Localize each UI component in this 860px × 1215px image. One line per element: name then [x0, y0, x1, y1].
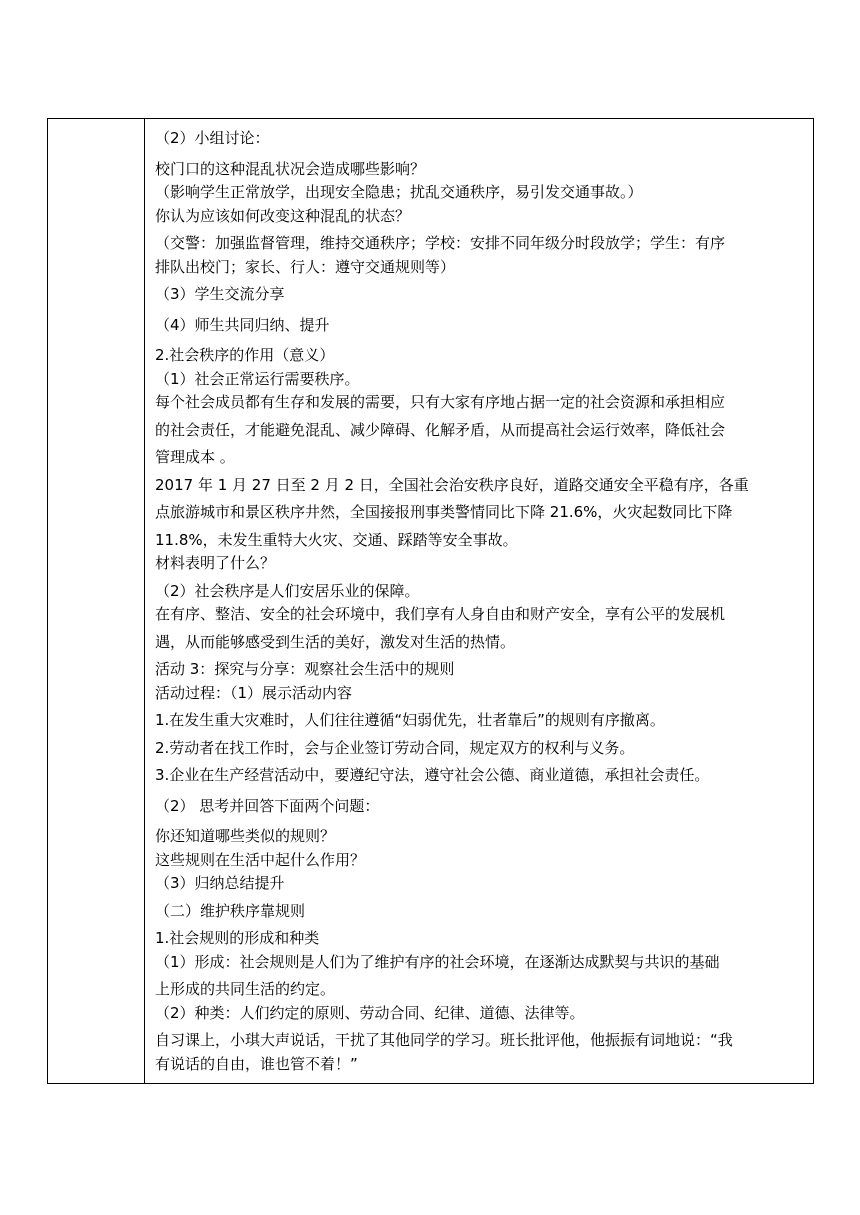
table-left-column	[48, 119, 145, 1083]
text-line: 遇，从而能够感受到生活的美好，激发对生活的热情。	[155, 632, 516, 651]
text-line: 这些规则在生活中起什么作用？	[155, 850, 366, 869]
text-line: 排队出校门；家长、行人：遵守交通规则等）	[155, 257, 456, 276]
text-line: 点旅游城市和景区秩序井然，全国接报刑事类警情同比下降 21.6%，火灾起数同比下降	[155, 503, 733, 521]
text-line: 自习课上，小琪大声说话，干扰了其他同学的学习。班长批评他，他振振有词地说：“我	[155, 1031, 733, 1049]
text-line: （1）社会正常运行需要秩序。	[155, 369, 360, 388]
text-line: （影响学生正常放学，出现安全隐患；扰乱交通秩序，易引发交通事故。）	[155, 183, 643, 201]
text-line: 1.社会规则的形成和种类	[155, 929, 320, 947]
text-line: （交警：加强监督管理，维持交通秩序；学校：安排不同年级分时段放学；学生：有序	[155, 234, 726, 252]
text-line: （3）归纳总结提升	[155, 874, 285, 892]
table-content-cell	[155, 127, 810, 1076]
text-line: 每个社会成员都有生存和发展的需要，只有大家有序地占据一定的社会资源和承担相应	[155, 393, 726, 411]
text-line: （3）学生交流分享	[155, 285, 285, 303]
text-line: 你还知道哪些类似的规则？	[155, 827, 336, 845]
text-line: 材料表明了什么？	[155, 554, 276, 572]
text-line: （2） 思考并回答下面两个问题：	[155, 796, 380, 815]
lesson-table	[47, 118, 814, 1084]
text-line: （2）社会秩序是人们安居乐业的保障。	[155, 581, 420, 600]
text-line: 2.社会秩序的作用（意义）	[155, 346, 335, 364]
text-line: 活动 3：探究与分享：观察社会生活中的规则	[155, 660, 455, 678]
text-line: 在有序、整洁、安全的社会环境中，我们享有人身自由和财产安全，享有公平的发展机	[155, 605, 726, 623]
text-line: （二）维护秩序靠规则	[155, 901, 306, 920]
text-line: （1）形成：社会规则是人们为了维护有序的社会环境，在逐渐达成默契与共识的基础	[155, 952, 720, 971]
text-line: （2）小组讨论：	[155, 129, 270, 147]
text-line: 2.劳动者在找工作时，会与企业签订劳动合同，规定双方的权利与义务。	[155, 738, 635, 757]
text-line: 上形成的共同生活的约定。	[155, 980, 336, 998]
text-line: 1.在发生重大灾难时，人们往往遵循“妇弱优先，壮者靠后”的规则有序撤离。	[155, 711, 665, 729]
text-line: （4）师生共同归纳、提升	[155, 315, 330, 334]
text-line: 11.8%，未发生重特大火灾、交通、踩踏等安全事故。	[155, 530, 518, 549]
text-line: （2）种类：人们约定的原则、劳动合同、纪律、道德、法律等。	[155, 1003, 585, 1022]
text-line: 3.企业在生产经营活动中，要遵纪守法，遵守社会公德、商业道德，承担社会责任。	[155, 766, 710, 784]
text-line: 2017 年 1 月 27 日至 2 月 2 日，全国社会治安秩序良好，道路交通安全平稳有序，各重	[155, 475, 749, 494]
text-line: 的社会责任，才能避免混乱、减少障碍、化解矛盾，从而提高社会运行效率，降低社会	[155, 420, 726, 439]
text-line: 活动过程：（1）展示活动内容	[155, 683, 353, 702]
text-line: 管理成本 。	[155, 448, 235, 466]
text-line: 有说话的自由，谁也管不着！”	[155, 1054, 358, 1073]
text-line: 你认为应该如何改变这种混乱的状态？	[155, 206, 411, 225]
text-line: 校门口的这种混乱状况会造成哪些影响？	[155, 159, 426, 178]
